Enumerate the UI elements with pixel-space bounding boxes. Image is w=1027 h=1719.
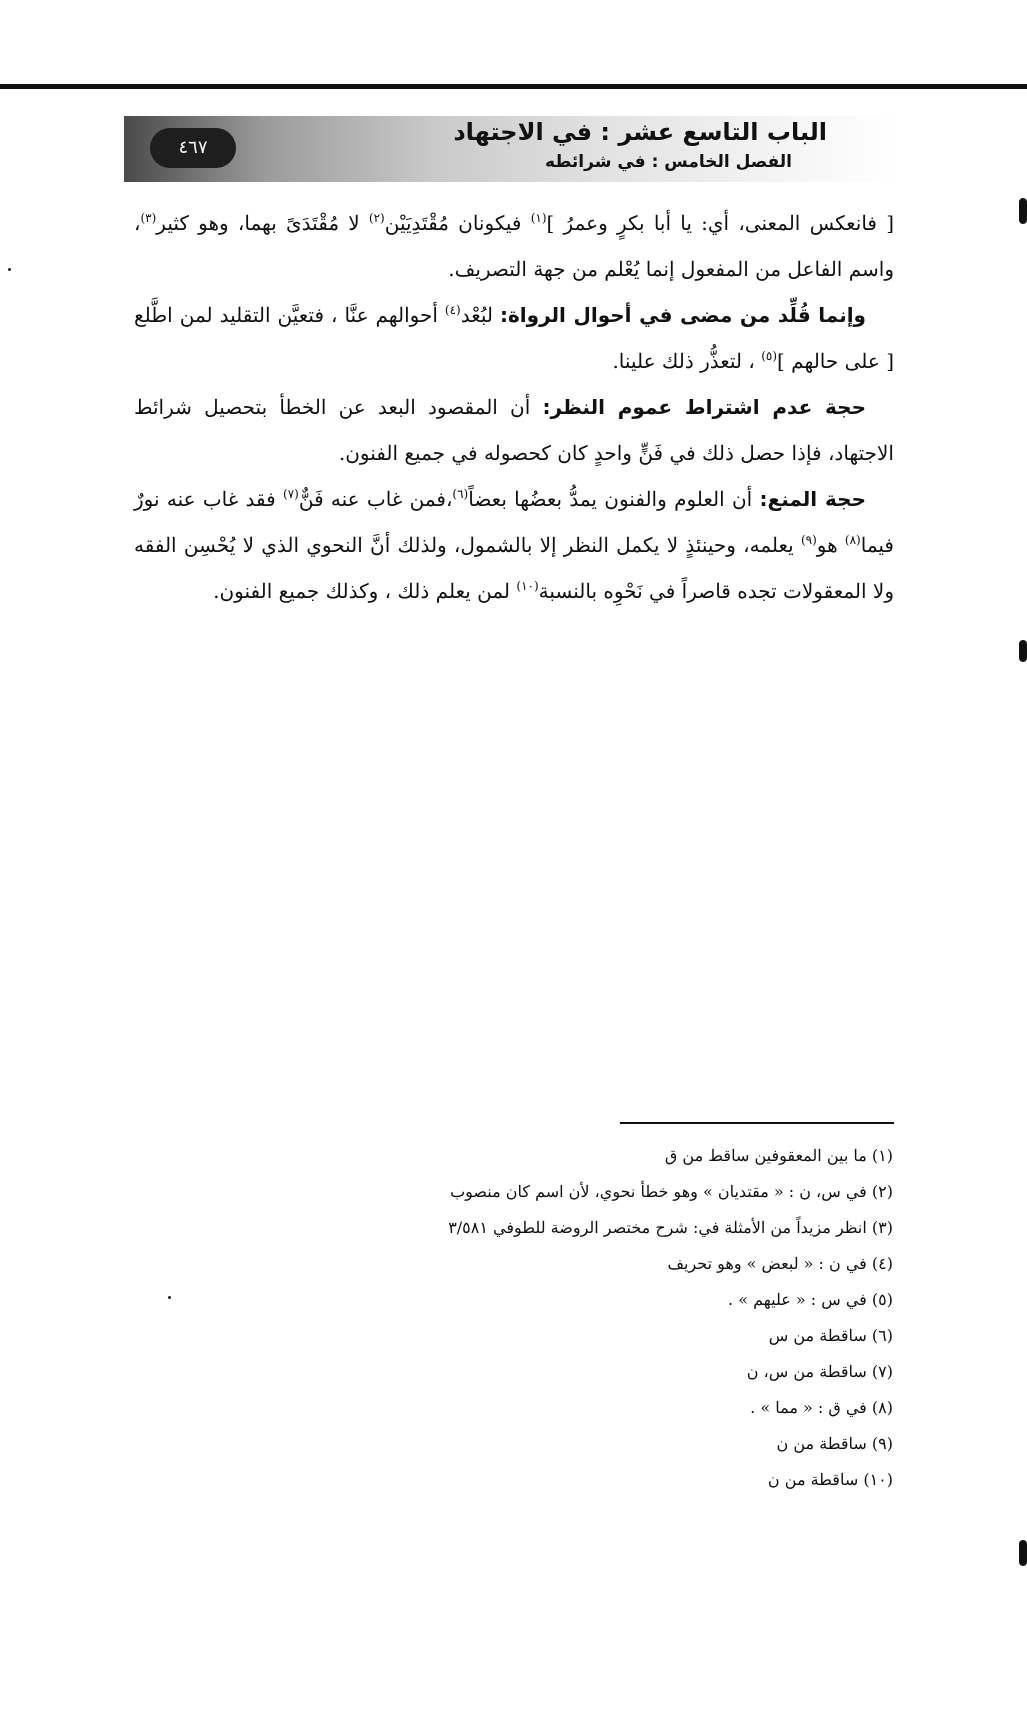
main-text <box>134 200 894 614</box>
footnote-8: (٨) في ق : « مما » . <box>750 1398 893 1417</box>
footnote-9: (٩) ساقطة من ن <box>776 1434 893 1453</box>
text-run: فيكونان مُقْتَدِيَيْن <box>384 211 531 235</box>
scan-speck <box>168 1296 171 1299</box>
footnote-ref: (٢) <box>368 211 385 225</box>
text-run: [ فانعكس المعنى، أي: يا أبا بكرٍ وعمرُ ] <box>546 211 895 235</box>
footnote-3: (٣) انظر مزيداً من الأمثلة في: شرح مختصر الروضة للطوفي ٣/٥٨١ <box>448 1218 893 1237</box>
scan-margin-mark <box>1019 198 1027 224</box>
page-number: ٤٦٧ <box>150 128 236 168</box>
footnote-6: (٦) ساقطة من س <box>768 1326 893 1345</box>
text-run: لا مُقْتَدَىً بهما، وهو كثير <box>156 211 369 235</box>
text-run: فقد غاب عنه نورٌ فيما <box>134 487 894 557</box>
footnote-separator <box>620 1122 894 1124</box>
paragraph-4 <box>134 476 894 614</box>
paragraph-3 <box>134 384 894 476</box>
paragraph-lead: حجة عدم اشتراط عموم النظر: <box>542 395 866 419</box>
footnote-ref: (٩) <box>800 533 817 547</box>
text-run: أن المقصود البعد عن الخطأ بتحصيل شرائط الاجتهاد، فإذا حصل ذلك في فَنٍّ واحدٍ كان كحصوله في جميع الفنون. <box>134 395 894 465</box>
text-run: ، لتعذُّر ذلك علينا. <box>612 349 762 373</box>
footnote-ref: (٥) <box>761 349 778 363</box>
footnote-ref: (١٠) <box>516 579 539 593</box>
scan-margin-mark <box>1019 640 1027 662</box>
footnote-ref: (٧) <box>283 487 299 501</box>
footnote-2: (٢) في س، ن : « مقتديان » وهو خطأ نحوي، لأن اسم كان منصوب <box>450 1182 893 1201</box>
section-title: الفصل الخامس : في شرائطه <box>545 152 792 172</box>
paragraph-1 <box>134 200 894 292</box>
paragraph-lead: وإنما قُلِّد من مضى في أحوال الرواة: <box>500 303 866 327</box>
footnote-ref: (٣) <box>140 211 157 225</box>
paragraph-2 <box>134 292 894 384</box>
footnote-ref: (٦) <box>452 487 469 501</box>
footnote-ref: (٨) <box>844 533 861 547</box>
text-run: هو <box>816 533 845 557</box>
footnote-ref: (٤) <box>444 303 461 317</box>
text-run: أن العلوم والفنون يمدُّ بعضُها بعضاً <box>468 487 760 511</box>
text-run: يعلمه، وحينئذٍ لا يكمل النظر إلا بالشمول، ولذلك أنَّ النحوي الذي لا يُحْسِن الفقه ولا المعقولات تجده قاصراً في نَحْوِه بالنسبة <box>134 533 894 603</box>
footnote-1: (١) ما بين المعقوفين ساقط من ق <box>664 1146 893 1165</box>
footnote-4: (٤) في ن : « لبعض » وهو تحريف <box>667 1254 893 1273</box>
footnote-7: (٧) ساقطة من س، ن <box>746 1362 893 1381</box>
text-run: ،فمن غاب عنه فَنٌّ <box>298 487 453 511</box>
text-run: أحوالهم عنَّا ، فتعيَّن التقليد لمن اطَّلع [ على حالهم ] <box>134 303 894 373</box>
chapter-title: الباب التاسع عشر : في الاجتهاد <box>453 118 827 146</box>
text-run: ، واسم الفاعل من المفعول إنما يُعْلم من جهة التصريف. <box>134 211 894 281</box>
footnote-10: (١٠) ساقطة من ن <box>767 1470 893 1489</box>
text-run: لمن يعلم ذلك ، وكذلك جميع الفنون. <box>213 579 517 603</box>
scan-margin-mark <box>1019 1540 1027 1566</box>
footnote-5: (٥) في س : « عليهم » . <box>728 1290 893 1309</box>
paragraph-lead: حجة المنع: <box>759 487 867 511</box>
top-rule <box>0 84 1027 89</box>
footnote-ref: (١) <box>530 211 547 225</box>
text-run: لبُعْد <box>460 303 500 327</box>
footnotes <box>133 1138 893 1498</box>
scan-speck <box>8 268 11 271</box>
